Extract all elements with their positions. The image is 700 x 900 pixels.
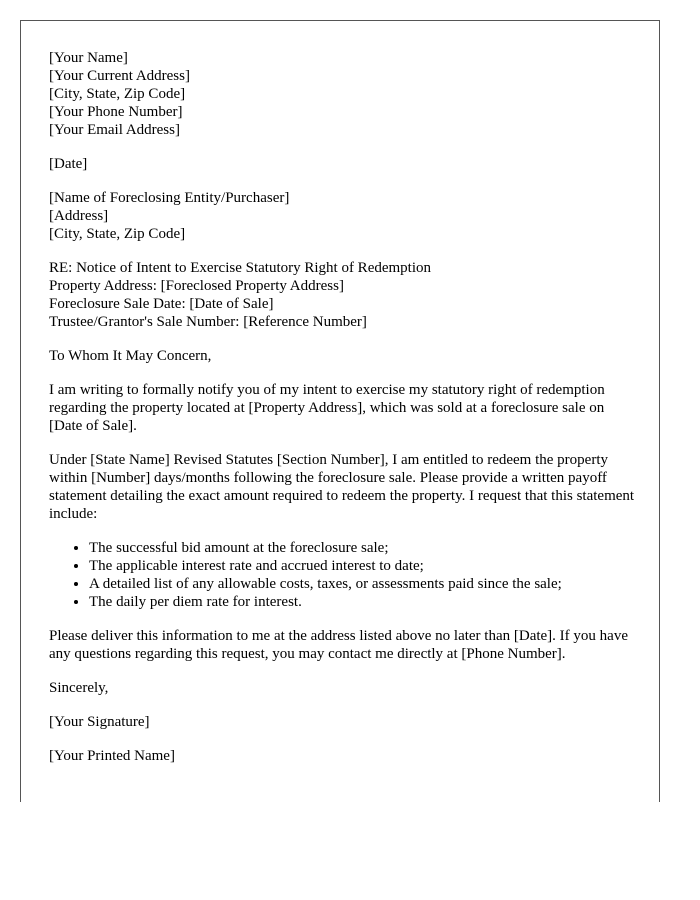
printed-name: [Your Printed Name] <box>49 748 175 764</box>
closing: Sincerely, <box>49 680 109 696</box>
list-item: • The applicable interest rate and accrued interest to date; <box>89 557 639 575</box>
list-item: • The successful bid amount at the foreclosure sale; <box>89 539 639 557</box>
recipient-city-state-zip: [City, State, Zip Code] <box>49 226 186 242</box>
re-line: RE: Notice of Intent to Exercise Statutory Right of Redemption <box>49 260 432 276</box>
letter-content <box>49 49 639 781</box>
closing-paragraph: Please deliver this information to me at the address listed above no later than [Date]. If you have any questions regarding this request, you may contact me directly at [Phone Number]. <box>49 628 628 662</box>
sale-number-line: Trustee/Grantor's Sale Number: [Reference Number] <box>49 314 367 330</box>
sender-city-state-zip: [City, State, Zip Code] <box>49 86 186 102</box>
body-paragraph-intent: I am writing to formally notify you of my intent to exercise my statutory right of redemption regarding the property located at [Property Address], which was sold at a foreclosure sale on [Date of Sale]. <box>49 382 605 434</box>
reference-block <box>49 259 639 331</box>
sender-email: [Your Email Address] <box>49 122 180 138</box>
request-list <box>49 539 639 611</box>
letter-date: [Date] <box>49 156 88 172</box>
sale-date-line: Foreclosure Sale Date: [Date of Sale] <box>49 296 274 312</box>
property-address-line: Property Address: [Foreclosed Property Address] <box>49 278 344 294</box>
recipient-block <box>49 189 639 243</box>
recipient-address: [Address] <box>49 208 109 224</box>
sender-address: [Your Current Address] <box>49 68 190 84</box>
date-block <box>49 155 639 173</box>
signature: [Your Signature] <box>49 714 150 730</box>
recipient-name: [Name of Foreclosing Entity/Purchaser] <box>49 190 290 206</box>
sender-block <box>49 49 639 139</box>
list-item: • The daily per diem rate for interest. <box>89 593 639 611</box>
sender-phone: [Your Phone Number] <box>49 104 183 120</box>
body-paragraph-statute: Under [State Name] Revised Statutes [Section Number], I am entitled to redeem the property within [Number] days/months following the foreclosure sale. Please provide a written payoff statement detailing the exact amount required to redeem the property. I request that this statement include: <box>49 452 635 522</box>
letter-page <box>20 20 660 802</box>
salutation: To Whom It May Concern, <box>49 348 212 364</box>
list-item: • A detailed list of any allowable costs, taxes, or assessments paid since the sale; <box>89 575 639 593</box>
sender-name: [Your Name] <box>49 50 128 66</box>
